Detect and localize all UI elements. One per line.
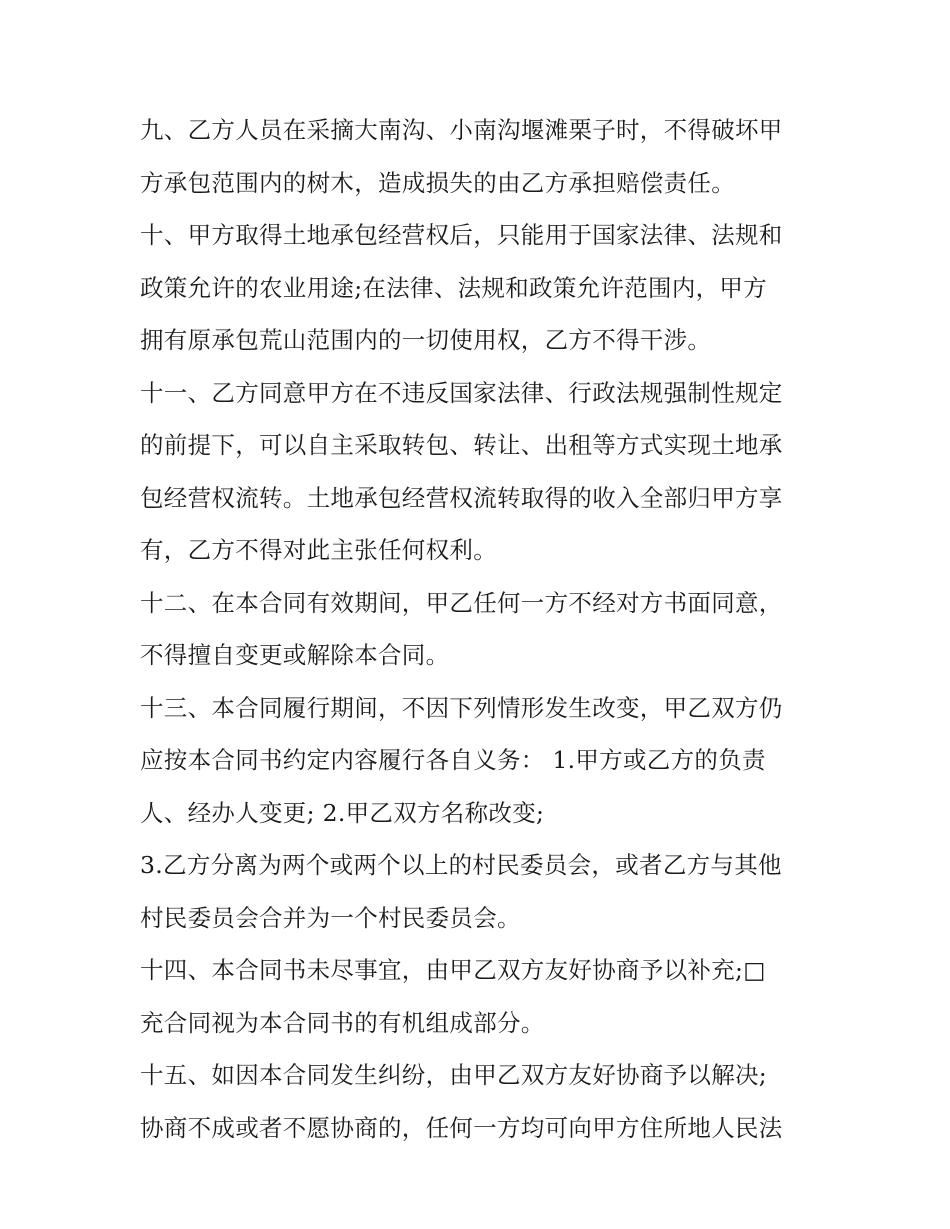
text-line: 十、甲方取得土地承包经营权后，只能用于国家法律、法规和 <box>140 221 783 249</box>
text-line: 方承包范围内的树木，造成损失的由乙方承担赔偿责任。 <box>140 168 735 197</box>
text-line: 十四、本合同书未尽事宜，由甲乙双方友好协商予以补充;□ <box>140 956 766 984</box>
text-line: 十三、本合同履行期间，不因下列情形发生改变，甲乙双方仍 <box>140 693 783 722</box>
text-line: 包经营权流转。土地承包经营权流转取得的收入全部归甲方享 <box>140 483 783 512</box>
text-line: 十一、乙方同意甲方在不违反国家法律、行政法规强制性规定 <box>140 378 783 407</box>
text-line: 政策允许的农业用途;在法律、法规和政策允许范围内，甲方 <box>140 273 768 302</box>
text-line: 九、乙方人员在采摘大南沟、小南沟堰滩栗子时，不得破坏甲 <box>140 116 783 144</box>
text-line: 充合同视为本合同书的有机组成部分。 <box>140 1008 545 1037</box>
text-line: 协商不成或者不愿协商的，任何一方均可向甲方住所地人民法 <box>140 1113 783 1142</box>
text-line: 有，乙方不得对此主张任何权利。 <box>140 536 497 564</box>
text-line: 的前提下，可以自主采取转包、转让、出租等方式实现土地承 <box>140 431 783 459</box>
text-line: 十五、如因本合同发生纠纷，由甲乙双方友好协商予以解决; <box>140 1061 768 1089</box>
text-line: 应按本合同书约定内容履行各自义务： 1.甲方或乙方的负责 <box>140 746 766 774</box>
text-line: 3.乙方分离为两个或两个以上的村民委员会，或者乙方与其他 <box>140 851 782 879</box>
text-line: 不得擅自变更或解除本合同。 <box>140 641 450 669</box>
text-line: 拥有原承包荒山范围内的一切使用权，乙方不得干涉。 <box>140 326 712 354</box>
contract-text <box>140 104 830 1154</box>
text-line: 村民委员会合并为一个村民委员会。 <box>140 903 521 932</box>
text-line: 人、经办人变更; 2.甲乙双方名称改变; <box>140 798 545 827</box>
text-line: 十二、在本合同有效期间，甲乙任何一方不经对方书面同意， <box>140 588 783 617</box>
